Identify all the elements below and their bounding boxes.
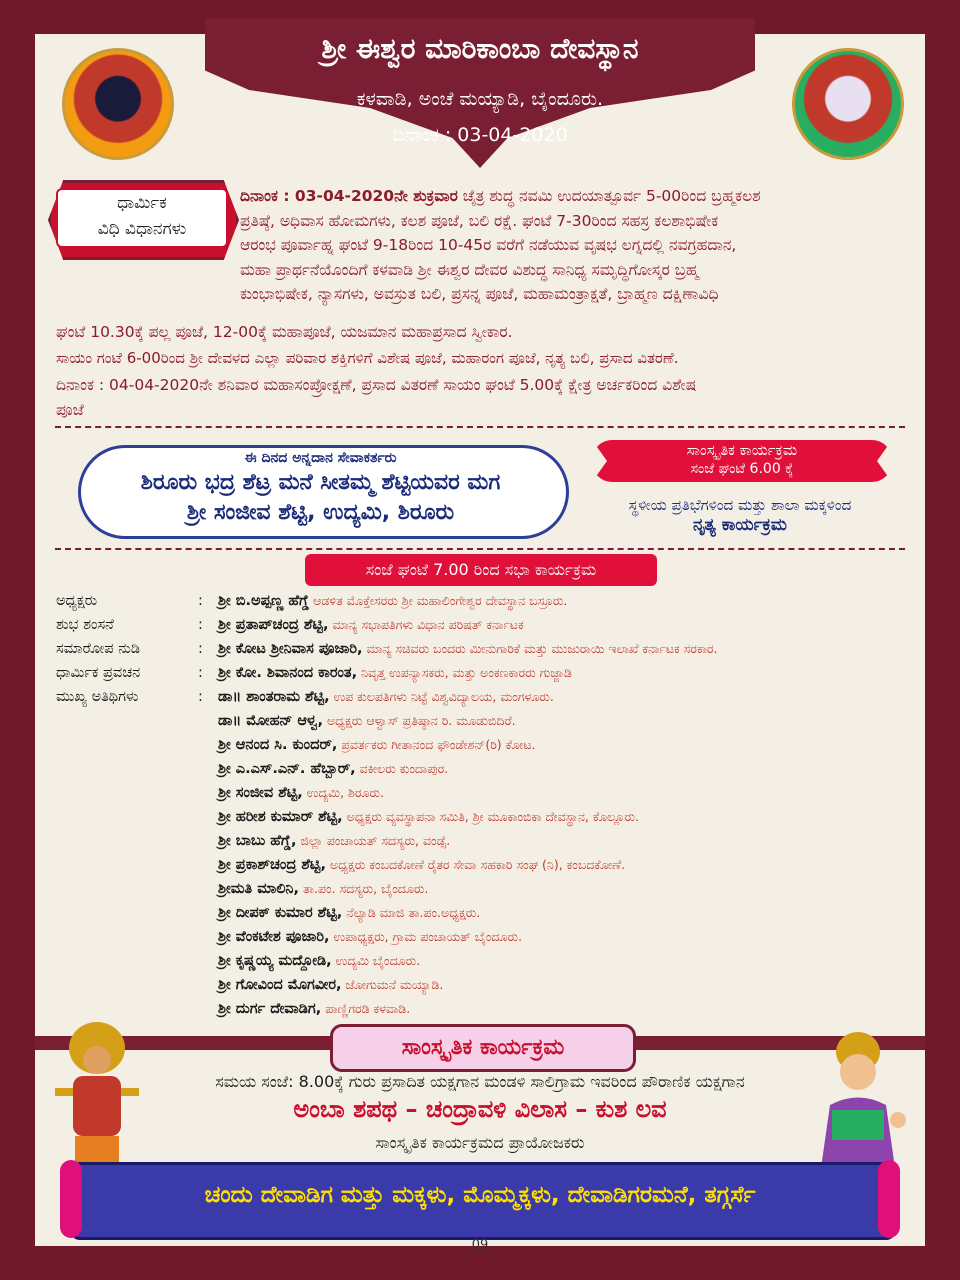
rituals-line-6: ಘಂಟೆ 10.30ಕ್ಕೆ ಪಲ್ಲ ಪೂಜೆ, 12-00ಕ್ಕೆ ಮಹಾಪೂಜೆ, ಯಜಮಾನ ಮಹಾಪ್ರಸಾದ ಸ್ವೀಕಾರ. (56, 323, 513, 341)
role-row (56, 686, 936, 708)
guest-desc: ಪ್ರವರ್ತಕರು ಗೀತಾನಂದ ಫೌಂಡೇಶನ್(ರಿ) ಕೋಟ. (337, 737, 536, 752)
role-colon: : (198, 593, 203, 609)
role-row (56, 614, 936, 636)
guest-name: ಶ್ರೀ ಗೋವಿಂದ ಮೊಗವೀರ, (218, 977, 342, 993)
yakshagana-time: ಸಮಯ ಸಂಜೆ: 8.00ಕ್ಕೆ ಗುರು ಪ್ರಸಾದಿತ ಯಕ್ಷಗಾನ ಮಂಡಳಿ ಸಾಲಿಗ್ರಾಮ ಇವರಿಂದ ಪೌರಾಣಿಕ ಯಕ್ಷಗಾನ (215, 1072, 745, 1091)
role-name: ಶ್ರೀ ಕೋ. ಶಿವಾನಂದ ಕಾರಂತ, (218, 665, 358, 681)
role-colon: : (198, 617, 203, 633)
rituals-paragraph-2: ಸಾಯಂ ಗಂಟೆ 6-00ರಿಂದ ಶ್ರೀ ದೇವಳದ ಎಲ್ಲಾ ಪರಿವಾರ ಶಕ್ತಿಗಳಿಗೆ ವಿಶೇಷ ಪೂಜೆ, ಮಹಾರಂಗ ಪೂಜೆ, ನೃತ್ಯ ಬಲಿ, ಪ್ರಸಾದ ವಿತರಣೆ. (56, 349, 679, 367)
guest-desc: ವಕೀಲರು ಕುಂದಾಪುರ. (355, 761, 449, 776)
temple-title: ಶ್ರೀ ಈಶ್ವರ ಮಾರಿಕಾಂಬಾ ದೇವಸ್ಥಾನ (321, 32, 639, 65)
guest-desc: ಉದ್ಯಮಿ ಬೈಂದೂರು. (331, 953, 421, 968)
guest-row (218, 974, 938, 996)
cultural-time: ಸಂಜೆ ಘಂಟೆ 6.00 ಕ್ಕೆ (690, 461, 794, 477)
rituals-badge-line1: ಧಾರ್ಮಿಕ (117, 193, 167, 213)
guest-name: ಶ್ರೀ ಎ.ಎಸ್.ಎನ್. ಹೆಬ್ಬಾರ್, (218, 761, 356, 777)
guest-name: ಶ್ರೀ ಕೃಷ್ಣಯ್ಯ ಮದ್ದೋಡಿ, (218, 953, 332, 969)
cultural-desc: ಸ್ಥಳೀಯ ಪ್ರತಿಭೆಗಳಿಂದ ಮತ್ತು ಶಾಲಾ ಮಕ್ಕಳಿಂದ (628, 496, 852, 514)
rituals-badge (56, 188, 228, 248)
rituals-line-4: ಮಹಾ ಪ್ರಾರ್ಥನೆಯೊಂದಿಗೆ ಕಳವಾಡಿ ಶ್ರೀ ಈಶ್ವರ ದೇವರ ವಿಶುದ್ಧ ಸಾನಿಧ್ಯ ಸಮೃದ್ಧಿಗೋಸ್ಕರ ಬ್ರಹ್ಮ (240, 260, 699, 279)
rituals-line-1: ಚೈತ್ರ ಶುದ್ಧ ನವಮಿ ಉದಯಾತ್ಪೂರ್ವ 5-00ರಿಂದ ಬ್ರಹ್ಮಕಲಶ (457, 187, 761, 205)
rituals-paragraph-1 (240, 184, 910, 307)
divider (55, 548, 905, 550)
rituals-line-3: ಆರಂಭ ಪೂರ್ವಾಹ್ನ ಘಂಟೆ 9-18ರಿಂದ 10-45ರ ವರೆಗೆ ನಡೆಯುವ ವೃಷಭ ಲಗ್ನದಲ್ಲಿ ನವಗ್ರಹದಾನ, (240, 236, 737, 254)
guest-row (218, 950, 938, 972)
role-label: ಧಾರ್ಮಿಕ ಪ್ರವಚನ (56, 665, 141, 681)
guest-name: ಶ್ರೀ ವೆಂಕಟೇಶ ಪೂಜಾರಿ, (218, 929, 330, 945)
role-row (56, 662, 936, 684)
role-colon: : (198, 665, 203, 681)
guest-desc: ಉಪಾಧ್ಯಕ್ಷರು, ಗ್ರಾಮ ಪಂಚಾಯತ್ ಬೈಂದೂರು. (329, 929, 523, 944)
guest-name: ಶ್ರೀ ದೀಪಕ್ ಕುಮಾರ ಶೆಟ್ಟಿ, (218, 905, 343, 921)
guest-row (218, 878, 938, 900)
guest-row (218, 902, 938, 924)
sponsor-label: ಸಾಂಸ್ಕೃತಿಕ ಕಾರ್ಯಕ್ರಮದ ಪ್ರಾಯೋಜಕರು (375, 1133, 585, 1152)
guest-row (218, 854, 938, 876)
cultural-desc-2: ನೃತ್ಯ ಕಾರ್ಯಕ್ರಮ (693, 515, 787, 535)
guest-desc: ಅಧ್ಯಕ್ಷರು ಆಳ್ವಾಸ್ ಪ್ರತಿಷ್ಠಾನ ರಿ. ಮೂಡುಬಿದಿರೆ. (322, 713, 516, 728)
guest-row (218, 806, 938, 828)
guest-desc: ಜೋಗುಮನೆ ಮಯ್ಯಾಡಿ. (341, 977, 444, 992)
guest-name: ಶ್ರೀ ಸಂಜೀವ ಶೆಟ್ಟಿ, (218, 785, 303, 801)
event-date: ದಿನಾಂಕ : 03-04-2020 (392, 124, 568, 146)
guest-row (218, 926, 938, 948)
role-label: ಶುಭ ಶಂಸನೆ (56, 617, 114, 633)
role-colon: : (198, 689, 203, 705)
annadana-label: ಈ ದಿನದ ಅನ್ನದಾನ ಸೇವಾಕರ್ತರು (244, 450, 397, 466)
annadana-line-2: ಶ್ರೀ ಸಂಜೀವ ಶೆಟ್ಟಿ, ಉದ್ಯಮಿ, ಶಿರೂರು (186, 500, 455, 525)
guest-row (218, 830, 938, 852)
rituals-paragraph-3 (56, 373, 916, 422)
role-row (56, 638, 936, 660)
rituals-badge-line2: ವಿಧಿ ವಿಧಾನಗಳು (97, 219, 187, 239)
role-label: ಅಧ್ಯಕ್ಷರು (56, 593, 98, 609)
role-desc: ಮಾನ್ಯ ಸಭಾಪತಿಗಳು ವಿಧಾನ ಪರಿಷತ್ ಕರ್ನಾಟಕ (328, 617, 524, 632)
role-row (56, 590, 936, 612)
rituals-date-bold: ದಿನಾಂಕ : 03-04-2020ನೇ ಶುಕ್ರವಾರ (240, 187, 458, 205)
guest-name: ಶ್ರೀ ಹರೀಶ ಕುಮಾರ್ ಶೆಟ್ಟಿ, (218, 809, 343, 825)
sabha-title: ಸಂಜೆ ಘಂಟೆ 7.00 ರಿಂದ ಸಭಾ ಕಾರ್ಯಕ್ರಮ (305, 554, 657, 586)
guest-row (218, 782, 938, 804)
role-name: ಶ್ರೀ ಬಿ.ಅಪ್ಪಣ್ಣ ಹೆಗ್ಡೆ (218, 593, 310, 609)
annadana-line-1: ಶಿರೂರು ಭದ್ರ ಶೆಟ್ರ ಮನೆ ಸೀತಮ್ಮ ಶೆಟ್ಟಿಯವರ ಮಗ (140, 470, 501, 495)
guest-name: ಶ್ರೀ ಬಾಬು ಹೆಗ್ಡೆ, (218, 833, 297, 849)
deity-image-left (62, 48, 174, 160)
deity-image-right (792, 48, 904, 160)
rituals-p3-line-1: ದಿನಾಂಕ : 04-04-2020ನೇ ಶನಿವಾರ ಮಹಾಸಂಪ್ರೋಕ್ಷಣೆ, ಪ್ರಸಾದ ವಿತರಣೆ ಸಾಯಂ ಘಂಟೆ 5.00ಕ್ಕೆ ಕ್ಷೇತ್ರ ಅರ್ಚಕರಿಂದ ವಿಶೇಷ (56, 376, 697, 394)
role-name: ಶ್ರೀ ಪ್ರತಾಪ್‌ಚಂದ್ರ ಶೆಟ್ಟಿ, (218, 617, 329, 633)
page-number: 09 (471, 1238, 489, 1253)
rituals-line-2: ಪ್ರತಿಷ್ಠೆ, ಅಧಿವಾಸ ಹೋಮಗಳು, ಕಲಶ ಪೂಜೆ, ಬಲಿ ರಕ್ಷೆ. ಘಂಟೆ 7-30ರಿಂದ ಸಹಸ್ರ ಕಲಶಾಭಿಷೇಕ (240, 211, 719, 230)
role-desc: ಉಪ ಕುಲಪತಿಗಳು ನಿಟ್ಟೆ ವಿಶ್ವವಿದ್ಯಾಲಯ, ಮಂಗಳೂರು. (329, 689, 554, 704)
sponsor-name: ಚಂದು ದೇವಾಡಿಗ ಮತ್ತು ಮಕ್ಕಳು, ಮೊಮ್ಮಕ್ಕಳು, ದೇವಾಡಿಗರಮನೆ, ತಗ್ಗರ್ಸೆ (204, 1182, 756, 1208)
guest-row (218, 734, 938, 756)
guest-row (218, 758, 938, 780)
role-desc: ನಿವೃತ್ತ ಉಪನ್ಯಾಸಕರು, ಮತ್ತು ಅಂಕಣಕಾರರು ಗುಜ್ಜಾಡಿ (357, 665, 572, 680)
guest-desc: ಪಾಣ್ಣಿಗರಡಿ ಕಳವಾಡಿ. (321, 1001, 411, 1016)
role-name: ಶ್ರೀ ಕೋಟ ಶ್ರೀನಿವಾಸ ಪೂಜಾರಿ, (218, 641, 363, 657)
guest-desc: ಉದ್ಯಮಿ, ಶಿರೂರು. (302, 785, 385, 800)
guest-desc: ತಾ.ಪಂ. ಸದಸ್ಯರು, ಬೈಂದೂರು. (299, 881, 429, 896)
role-label: ಮುಖ್ಯ ಅತಿಥಿಗಳು (56, 689, 139, 705)
guest-desc: ಅಧ್ಯಕ್ಷರು ಕಂಬದಕೋಣೆ ರೈತರ ಸೇವಾ ಸಹಕಾರಿ ಸಂಘ (ನಿ), ಕಂಬದಕೋಣೆ. (325, 857, 626, 872)
divider (55, 426, 905, 428)
rituals-p3-line-2: ಪೂಜೆ (56, 400, 84, 419)
role-colon: : (198, 641, 203, 657)
guest-desc: ಅಧ್ಯಕ್ಷರು ವ್ಯವಸ್ಥಾಪನಾ ಸಮಿತಿ, ಶ್ರೀ ಮೂಕಾಂಬಿಕಾ ದೇವಸ್ಥಾನ, ಕೊಲ್ಲೂರು. (342, 809, 640, 824)
guest-name: ಶ್ರೀ ಪ್ರಕಾಶ್‌ಚಂದ್ರ ಶೆಟ್ಟಿ, (218, 857, 326, 873)
yakshagana-banner: ಸಾಂಸ್ಕೃತಿಕ ಕಾರ್ಯಕ್ರಮ (330, 1024, 636, 1072)
guest-name: ಡಾ॥ ಮೋಹನ್ ಆಳ್ವ, (218, 713, 323, 729)
guest-desc: ಜಿಲ್ಲಾ ಪಂಚಾಯತ್ ಸದಸ್ಯರು, ವಂಡ್ಸೆ. (296, 833, 451, 848)
guest-name: ಶ್ರೀ ದುರ್ಗ ದೇವಾಡಿಗ, (218, 1001, 322, 1017)
cultural-title: ಸಾಂಸ್ಕೃತಿಕ ಕಾರ್ಯಕ್ರಮ (686, 441, 798, 459)
role-desc: ಮಾನ್ಯ ಸಚಿವರು ಬಂದರು ಮೀನುಗಾರಿಕೆ ಮತ್ತು ಮುಜುರಾಯಿ ಇಲಾಖೆ ಕರ್ನಾಟಕ ಸರಕಾರ. (362, 641, 718, 656)
role-label: ಸಮಾರೋಪ ನುಡಿ (56, 641, 140, 657)
role-name: ಡಾ॥ ಶಾಂತರಾಮ ಶೆಟ್ಟಿ, (218, 689, 330, 705)
role-desc: ಆಡಳಿತ ಮೊಕ್ತೇಸರರು ಶ್ರೀ ಮಹಾಲಿಂಗೇಶ್ವರ ದೇವಸ್ಥಾನ ಬಸ್ರೂರು. (309, 593, 568, 608)
guest-name: ಶ್ರೀಮತಿ ಮಾಲಿನಿ, (218, 881, 299, 897)
temple-location: ಕಳವಾಡಿ, ಅಂಚೆ ಮಯ್ಯಾಡಿ, ಬೈಂದೂರು. (356, 88, 604, 110)
guest-desc: ನೆಲ್ಯಾಡಿ ಮಾಜಿ ತಾ.ಪಂ.ಅಧ್ಯಕ್ಷರು. (342, 905, 481, 920)
guest-name: ಶ್ರೀ ಆನಂದ ಸಿ. ಕುಂದರ್, (218, 737, 338, 753)
rituals-line-5: ಕುಂಭಾಭಿಷೇಕ, ನ್ಯಾಸಗಳು, ಅವಸ್ರುತ ಬಲಿ, ಪ್ರಸನ್ನ ಪೂಜೆ, ಮಹಾಮಂತ್ರಾಕ್ಷತೆ, ಬ್ರಾಹ್ಮಣ ದಕ್ಷಿಣಾವಿಧಿ (240, 285, 719, 303)
yakshagana-plays: ಅಂಬಾ ಶಪಥ – ಚಂದ್ರಾವಳಿ ವಿಲಾಸ – ಕುಶ ಲವ (293, 1095, 667, 1123)
guest-row (218, 710, 938, 732)
guest-row (218, 998, 938, 1020)
